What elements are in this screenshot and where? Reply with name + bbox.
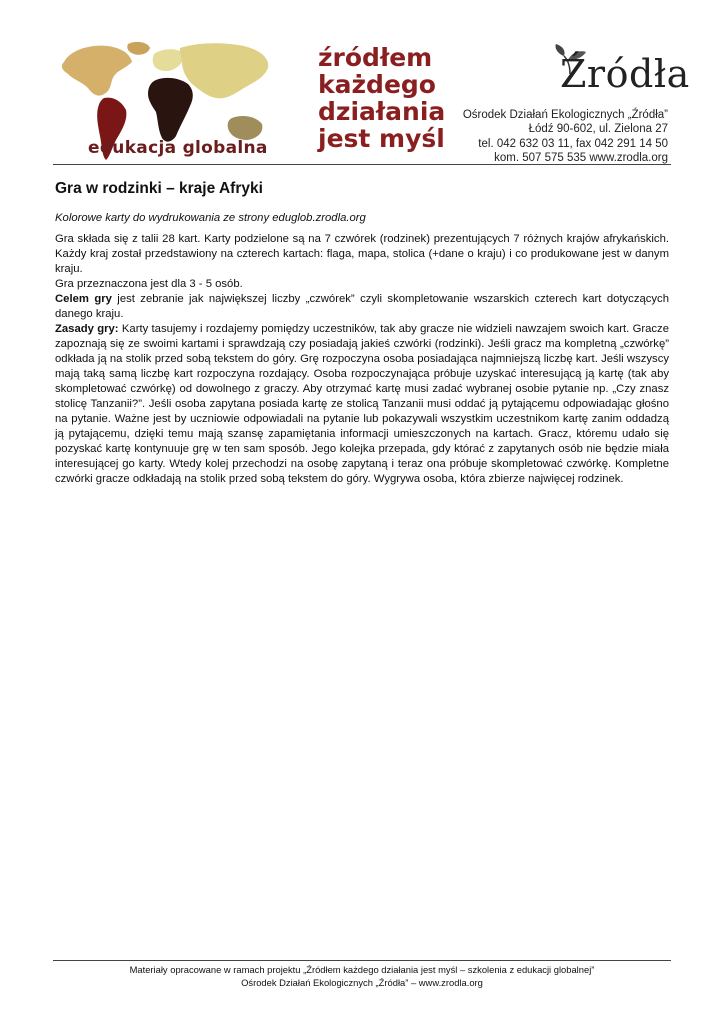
page-header bbox=[0, 0, 724, 170]
footer-divider bbox=[53, 960, 671, 961]
brand-lettering: edukacja globalna bbox=[88, 138, 268, 158]
slogan-line: działania bbox=[318, 97, 446, 126]
page-footer bbox=[0, 963, 724, 989]
logo-lettering: Źródła bbox=[560, 52, 690, 96]
rules-label: Zasady gry: bbox=[55, 323, 119, 335]
slogan-line: źródłem bbox=[318, 43, 433, 72]
goal-label: Celem gry bbox=[55, 293, 112, 305]
goal-text: jest zebranie jak największej liczby „czwórek” czyli skompletowanie wszarskich czterech kart dotyczących danego kraju. bbox=[55, 293, 669, 320]
slogan-line: każdego bbox=[318, 70, 436, 99]
africa-shape bbox=[148, 78, 193, 142]
slogan-line: jest myśl bbox=[318, 124, 445, 153]
contact-line: tel. 042 632 03 11, fax 042 291 14 50 bbox=[478, 137, 668, 150]
europe-shape bbox=[153, 49, 184, 71]
document-body bbox=[55, 180, 669, 487]
contact-line: Ośrodek Działań Ekologicznych „Źródła” bbox=[462, 109, 668, 121]
footer-line: Ośrodek Działań Ekologicznych „Źródła” – www.zrodla.org bbox=[241, 977, 483, 988]
document-subtitle: Kolorowe karty do wydrukowania ze strony eduglob.zrodla.org bbox=[55, 212, 366, 224]
paragraph-intro: Gra składa się z talii 28 kart. Karty podzielone są na 7 czwórek (rodzinek) prezentujących 7 różnych krajów afrykańskich. Każdy kraj został przedstawiony na czterech kartach: flaga, mapa, stolica (+dane o kraju) i co produkowane jest w danym kraju. bbox=[55, 233, 669, 275]
footer-line: Materiały opracowane w ramach projektu „Źródłem każdego działania jest myśl – szkolenia z edukacji globalnej” bbox=[129, 964, 595, 975]
paragraph-goal bbox=[55, 292, 669, 322]
greenland-shape bbox=[127, 42, 150, 55]
rules-text: Karty tasujemy i rozdajemy pomiędzy uczestników, tak aby gracze nie widzieli nawzajem swoich kart. Gracze zapoznają się ze swoimi kartami i sprawdzają czy posiadają jakieś czwórki (rodzinki). Jeśli gracz ma kompletną „czwórkę” odkłada ją na stolik przed sobą tekstem do góry. Grę rozpoczyna osoba posiadająca najmniejszą liczbę kart. Jeśli wszyscy mają taką samą liczbę kart rozpoczyna rozdający. Osoba rozpoczynająca próbuje uzyskać interesującą ją kartę (tak aby skompletować czwórkę) od dowolnego z graczy. Aby otrzymać kartę musi zadać wybranej osobie pytanie np. „Czy znasz stolicę Tanzanii?”. Jeśli osoba zapytana posiada kartę ze stolicą Tanzanii musi oddać ją pytającemu odpowiadając głośno na pytanie. Ważne jest by uczniowie odpowiadali na pytanie lub pokazywali wszystkim uczestnikom kartę zanim oddadzą ją pytającemu, dzięki temu mają szansę zapamiętania informacji umieszczonych na kartach. Gracz, któremu udało się pozyskać kartę kontynuuje grę w ten sam sposób. Jego kolejka przepada, gdy którać z zapytanych osób nie będzie miała interesującej go karty. Wtedy kolej przechodzi na osobę zapytaną i teraz ona próbuje skompletować czwórkę. Kompletne czwórki gracze odkładają na stolik przed sobą tekstem do góry. Wygrywa osoba, która zbierze najwięcej rodzinek. bbox=[55, 323, 669, 485]
contact-block bbox=[463, 108, 668, 165]
header-divider bbox=[53, 164, 671, 165]
contact-line: Łódź 90-602, ul. Zielona 27 bbox=[528, 123, 668, 136]
north-america-shape bbox=[62, 46, 132, 96]
slogan bbox=[318, 43, 446, 153]
australia-shape bbox=[228, 116, 263, 140]
document-title: Gra w rodzinki – kraje Afryki bbox=[55, 180, 263, 197]
zrodla-logo bbox=[530, 44, 690, 100]
paragraph-players: Gra przeznaczona jest dla 3 - 5 osób. bbox=[55, 278, 243, 290]
contact-line: kom. 507 575 535 www.zrodla.org bbox=[494, 151, 668, 164]
paragraph-rules bbox=[55, 322, 669, 487]
asia-shape bbox=[180, 43, 268, 98]
